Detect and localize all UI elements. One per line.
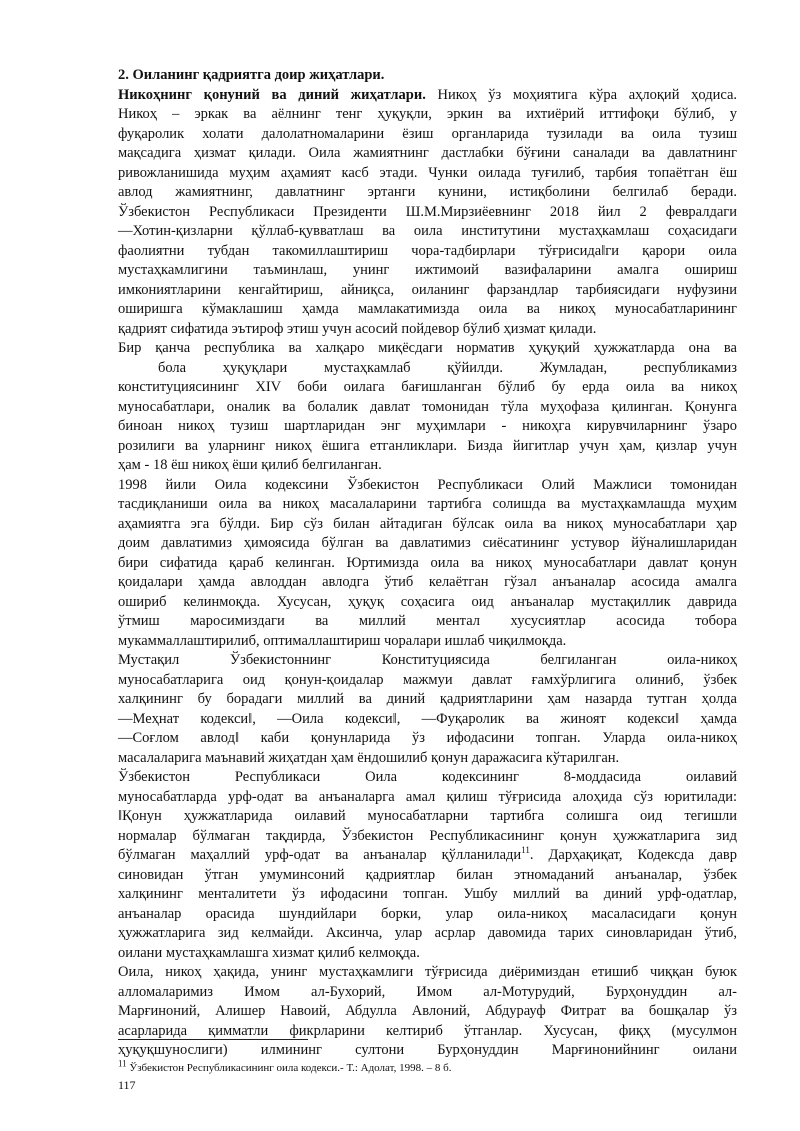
text-run: оилани мустаҳкамлашга хизмат қилиб келмоқда.	[118, 944, 420, 961]
text-line	[118, 710, 737, 730]
text-line	[118, 1041, 737, 1061]
text-line	[118, 261, 737, 281]
body-text	[118, 86, 737, 1061]
text-line	[118, 651, 737, 671]
footnote-divider	[118, 1039, 308, 1040]
text-line	[118, 515, 737, 535]
text-run: тасдиқланиши оила ва никоҳ масалаларини тартибга солишда ва мустаҳкамлашда муҳим	[118, 496, 737, 512]
text-line	[118, 105, 737, 125]
text-run: синовидан ўтган умуминсоний қадриятлар билан этномаданий анъаналар, ўзбек	[118, 866, 737, 883]
text-run: Бир қанча республика ва халқаро миқёсдаги норматив ҳуқуқий ҳужжатларда она ва	[118, 340, 737, 356]
text-run: ҳуқуқшунослиги) илмининг султони Бурҳонуддин Марғинонийнинг оилани	[118, 1042, 737, 1058]
text-run: фуқаролик холати далолатномаларини ёзиш органларида тузилади ва оила тузиш	[118, 125, 737, 142]
text-line	[118, 554, 737, 574]
page-number: 117	[118, 1078, 136, 1092]
text-line	[118, 749, 737, 769]
text-line	[118, 495, 737, 515]
text-run: ривожланишида муҳим аҳамият касб этади. Чунки оилада туғилиб, тарбия топаётган ёш	[118, 164, 737, 181]
text-run: халқининг бу борадаги миллий ва диний қадриятларини ҳам назарда тутган ҳолда	[118, 691, 737, 707]
text-run: Мустақил Ўзбекистоннинг Конституциясида белгиланган оила-никоҳ	[118, 652, 737, 668]
text-run: ҳужжатларига зид келмайди. Аксинча, улар асрлар давомида тарих синовларидан ўтиб,	[118, 925, 737, 941]
text-run: бири сифатида қараб келинган. Юртимизда оила ва никоҳ муносабатлари давлат қонун	[118, 554, 737, 571]
text-line	[118, 827, 737, 847]
text-run: қоидалари ҳамда авлоддан авлодга ўтиб келаётган гўзал анъаналар асосида амалга	[118, 574, 737, 590]
text-run: ―Хотин-қизларни қўллаб-қувватлаш ва оила институтини мустаҳкамлаш соҳасидаги	[118, 223, 737, 239]
text-run: алломаларимиз Имом ал-Бухорий, Имом ал-Мотурудий, Бурҳонуддин ал-	[118, 983, 737, 1000]
text-run: 1998 йили Оила кодексини Ўзбекистон Республикаси Олий Мажлиси томонидан	[118, 476, 737, 493]
footnote-marker: 11	[118, 1058, 127, 1069]
text-run: ўтмиш маросимиздаги ва миллий ментал хусусиятлар асосида тобора	[118, 613, 737, 629]
text-run: муносабатларига оид қонун-қоидалар мажмуи давлат ғамхўрлигига олиниб, ўзбек	[118, 671, 737, 688]
text-run: муносабатларда урф-одат ва анъаналарга амал қилиш тўғрисида алоҳида сўз юритилади:	[118, 788, 737, 805]
text-run: бўлмаган маҳаллий урф-одат ва анъаналар қўлланилади	[118, 847, 522, 863]
text-line	[118, 944, 737, 964]
text-line	[118, 573, 737, 593]
text-line	[118, 339, 737, 359]
text-line	[118, 417, 737, 437]
text-line	[118, 203, 737, 223]
text-run: аҳамиятга эга бўлди. Бир сўз билан айтадиган бўлсак оила ва никоҳ муносабатлари ҳар	[118, 515, 737, 532]
text-run: мустаҳкамлигини таъминлаш, унинг ижтимоий вазифаларини амалга ошириш	[118, 262, 737, 278]
text-line	[118, 378, 737, 398]
text-line	[118, 222, 737, 242]
text-run: ошириб келинмоқда. Хусусан, ҳуқуқ соҳасига оид анъаналар мустақиллик даврида	[118, 593, 737, 610]
text-line	[118, 593, 737, 613]
text-run: . Дарҳақиқат, Кодексда давр	[529, 847, 737, 863]
text-line	[118, 164, 737, 184]
text-line	[118, 963, 737, 983]
text-line	[118, 905, 737, 925]
text-line	[118, 476, 737, 496]
section-heading: 2. Оиланинг қадриятга доир жиҳатлари.	[118, 67, 385, 83]
text-run: қадрият сифатида эътироф этиш учун асосий пойдевор бўлиб ҳизмат қилади.	[118, 320, 597, 337]
text-line	[118, 729, 737, 749]
text-run: ―Меҳнат кодекси‖, ―Оила кодекси‖, ―Фуқаролик ва жиноят кодекси‖ ҳамда	[118, 710, 737, 727]
text-run: Ўзбекистон Республикаси Оила кодексининг 8-моддасида оилавий	[118, 769, 737, 785]
text-line	[118, 866, 737, 886]
text-line	[118, 125, 737, 145]
text-line	[118, 359, 737, 379]
text-run: бола ҳуқуқлари мустаҳкамлаб қўйилди. Жумладан, республикамиз	[158, 359, 737, 376]
text-run: мақсадига ҳизмат қилади. Оила жамиятнинг дастлабки бўғини саналади ва давлатнинг	[118, 145, 737, 161]
text-line	[118, 690, 737, 710]
text-run: ―Соғлом авлод‖ каби қонунларида ўз ифодасини топган. Уларда оила-никоҳ	[118, 730, 737, 746]
text-line	[118, 983, 737, 1003]
text-line	[118, 183, 737, 203]
text-run: ҳам - 18 ёш никоҳ ёши қилиб белгиланган.	[118, 457, 382, 473]
text-line	[118, 807, 737, 827]
text-run: имкониятларини кенгайтириш, айниқса, оиланинг фарзандлар тарбиясидаги нуфузини	[118, 281, 737, 298]
text-run: муносабатлари, оналик ва болалик давлат томонидан тўла муҳофаза қилинган. Қонунга	[118, 398, 737, 415]
text-line	[118, 398, 737, 418]
text-line	[118, 144, 737, 164]
text-run: авлод жамиятнинг, давлатнинг эртанги кунини, истиқболини белгилаб беради.	[118, 184, 737, 200]
footnote-text: Ўзбекистон Республикасининг оила кодекси.- Т.: Адолат, 1998. – 8 б.	[126, 1062, 452, 1074]
text-line	[118, 846, 737, 866]
text-run: фаолиятни тубдан такомиллаштириш чора-тадбирлари тўғрисида‖ги қарори оила	[118, 242, 737, 259]
text-line	[118, 885, 737, 905]
text-line	[118, 281, 737, 301]
text-run: халқининг менталитети ўз ифодасини топган. Ушбу миллий ва диний урф-одатлар,	[118, 886, 737, 902]
text-run: Никоҳ – эркак ва аёлнинг тенг ҳуқуқли, эркин ва ихтиёрий иттифоқи бўлиб, у	[118, 106, 737, 122]
footnote	[118, 1058, 452, 1075]
text-run: Марғиноний, Алишер Навоий, Абдулла Авлоний, Абдурауф Фитрат ва бошқалар ўз	[118, 1003, 737, 1019]
text-line	[118, 612, 737, 632]
text-line	[118, 437, 737, 457]
text-line	[118, 671, 737, 691]
text-run: нормалар бўлмаган тақдирда, Ўзбекистон Республикасининг қонун ҳужжатларига зид	[118, 827, 737, 844]
bold-run: Никоҳнинг қонуний ва диний жиҳатлари.	[118, 86, 426, 103]
text-run: Ўзбекистон Республикаси Президенти Ш.М.Мирзиёевнинг 2018 йил 2 февралдаги	[118, 203, 737, 220]
text-run: оширишга кўмаклашиш ҳамда мамлакатимизда оила ва никоҳ муносабатларининг	[118, 301, 737, 317]
text-run: ‖Қонун ҳужжатларида оилавий муносабатларни тартибга солишга оид тегишли	[118, 808, 737, 824]
text-run: Оила, никоҳ ҳақида, унинг мустаҳкамлиги тўғрисида диёримиздан етишиб чиққан буюк	[118, 964, 737, 980]
text-line	[118, 924, 737, 944]
text-run: асарларида қимматли фикрларини келтириб ўтганлар. Хусусан, фиқҳ (мусулмон	[118, 1022, 737, 1039]
text-run: анъаналар орасида шундийлари борки, улар оила-никоҳ масаласидаги қонун	[118, 905, 737, 922]
text-line	[118, 300, 737, 320]
text-line	[118, 320, 737, 340]
text-run: конституциясининг XIV боби оилага бағишланган бўлиб бу ерда оила ва никоҳ	[118, 379, 737, 395]
text-run: Никоҳ ўз моҳиятига кўра аҳлоқий ҳодиса.	[425, 86, 737, 103]
text-line	[118, 456, 737, 476]
text-line	[118, 86, 737, 106]
text-run: мукаммаллаштирилиб, оптималлаштириш чоралари ишлаб чиқилмоқда.	[118, 632, 567, 649]
text-run: масалаларига маънавий жиҳатдан ҳам ёндошилиб қонун даражасига кўтарилган.	[118, 749, 620, 766]
text-line	[118, 632, 737, 652]
text-line	[118, 534, 737, 554]
text-line	[118, 788, 737, 808]
text-run: биноан никоҳ тузиш шартларидан энг муҳимлари - никоҳга кирувчиларнинг ўзаро	[118, 418, 737, 434]
text-run: доим давлатимиз ҳимоясида бўлган ва давлатимиз сиёсатининг устувор йўналишларидан	[118, 535, 737, 551]
text-line	[118, 768, 737, 788]
text-line	[118, 242, 737, 262]
footnote-reference: 11	[521, 845, 530, 856]
text-run: розилиги ва уларнинг никоҳ ёшига етганликлари. Бизда йигитлар учун ҳам, қизлар учун	[118, 437, 737, 454]
page-body	[118, 66, 737, 1061]
text-line	[118, 1002, 737, 1022]
